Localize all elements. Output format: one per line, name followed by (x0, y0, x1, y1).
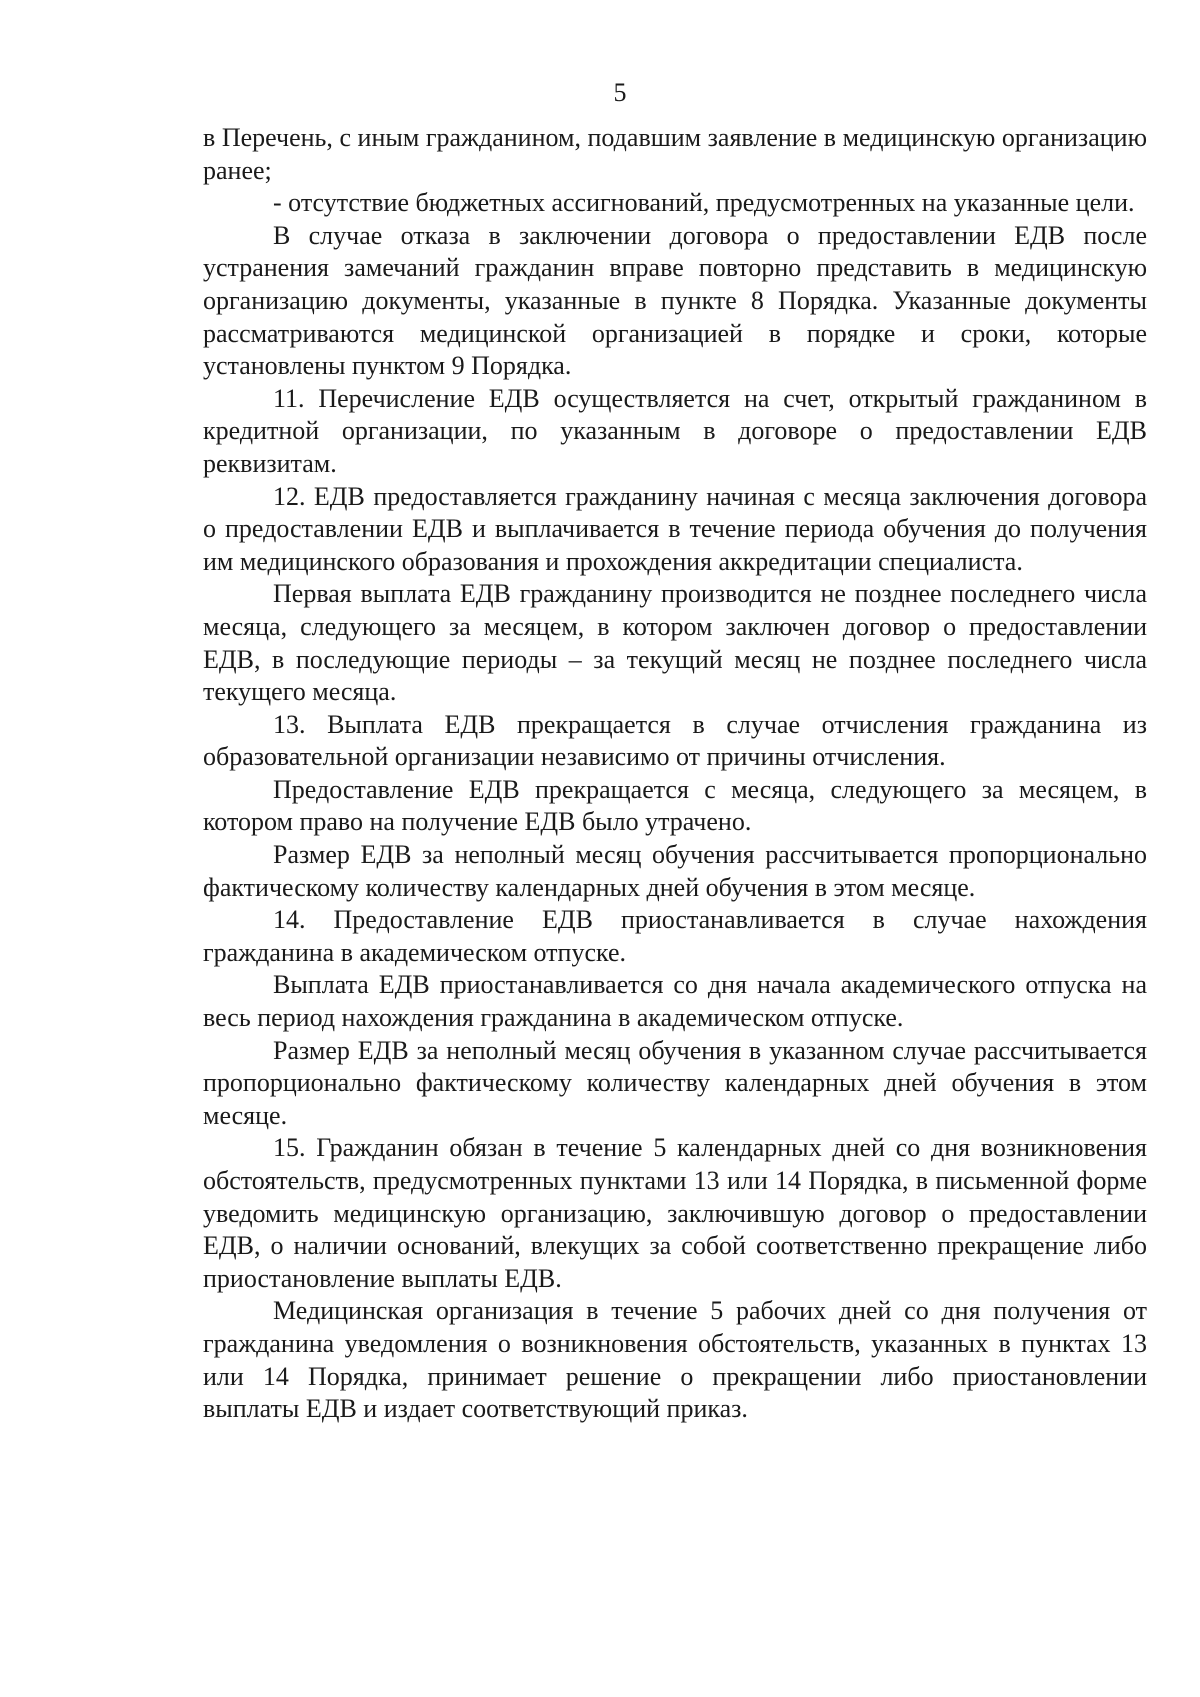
paragraph: 13. Выплата ЕДВ прекращается в случае отчисления гражданина из образовательной организации независимо от причины отчисления. (203, 709, 1147, 772)
paragraph: - отсутствие бюджетных ассигнований, предусмотренных на указанные цели. (273, 188, 1135, 218)
page-number: 5 (613, 78, 627, 107)
paragraph: Выплата ЕДВ приостанавливается со дня начала академического отпуска на весь период нахождения гражданина в академическом отпуске. (203, 970, 1147, 1033)
paragraph: 12. ЕДВ предоставляется гражданину начиная с месяца заключения договора о предоставлении ЕДВ и выплачивается в течение периода обучения до получения им медицинского образования и прохождения аккредитации специалиста. (203, 481, 1147, 576)
paragraph: В случае отказа в заключении договора о предоставлении ЕДВ после устранения замечаний гражданин вправе повторно представить в медицинскую организацию документы, указанные в пункте 8 Порядка. Указанные документы рассматриваются медицинской организацией в порядке и сроки, которые установлены пунктом 9 Порядка. (203, 220, 1147, 381)
paragraph: Предоставление ЕДВ прекращается с месяца, следующего за месяцем, в котором право на получение ЕДВ было утрачено. (203, 774, 1147, 837)
paragraph: Размер ЕДВ за неполный месяц обучения рассчитывается пропорционально фактическому количеству календарных дней обучения в этом месяце. (203, 840, 1147, 902)
paragraph: в Перечень, с иным гражданином, подавшим заявление в медицинскую организацию ранее; (203, 123, 1147, 185)
paragraph: 15. Гражданин обязан в течение 5 календарных дней со дня возникновения обстоятельств, предусмотренных пунктами 13 или 14 Порядка, в письменной форме уведомить медицинскую организацию, заключившую договор о предоставлении ЕДВ, о наличии оснований, влекущих за собой соответственно прекращение либо приостановление выплаты ЕДВ. (203, 1133, 1147, 1293)
paragraph: 11. Перечисление ЕДВ осуществляется на счет, открытый гражданином в кредитной организации, по указанным в договоре о предоставлении ЕДВ реквизитам. (203, 383, 1147, 478)
document-body (203, 122, 1147, 1426)
paragraph: Медицинская организация в течение 5 рабочих дней со дня получения от гражданина уведомления о возникновения обстоятельств, указанных в пунктах 13 или 14 Порядка, принимает решение о прекращении либо приостановлении выплаты ЕДВ и издает соответствующий приказ. (203, 1296, 1147, 1424)
paragraph: Первая выплата ЕДВ гражданину производится не позднее последнего числа месяца, следующего за месяцем, в котором заключен договор о предоставлении ЕДВ, в последующие периоды – за текущий месяц не позднее последнего числа текущего месяца. (203, 579, 1147, 707)
paragraph: 14. Предоставление ЕДВ приостанавливается в случае нахождения гражданина в академическом отпуске. (203, 905, 1147, 967)
paragraph: Размер ЕДВ за неполный месяц обучения в указанном случае рассчитывается пропорционально фактическому количеству календарных дней обучения в этом месяце. (203, 1035, 1147, 1130)
